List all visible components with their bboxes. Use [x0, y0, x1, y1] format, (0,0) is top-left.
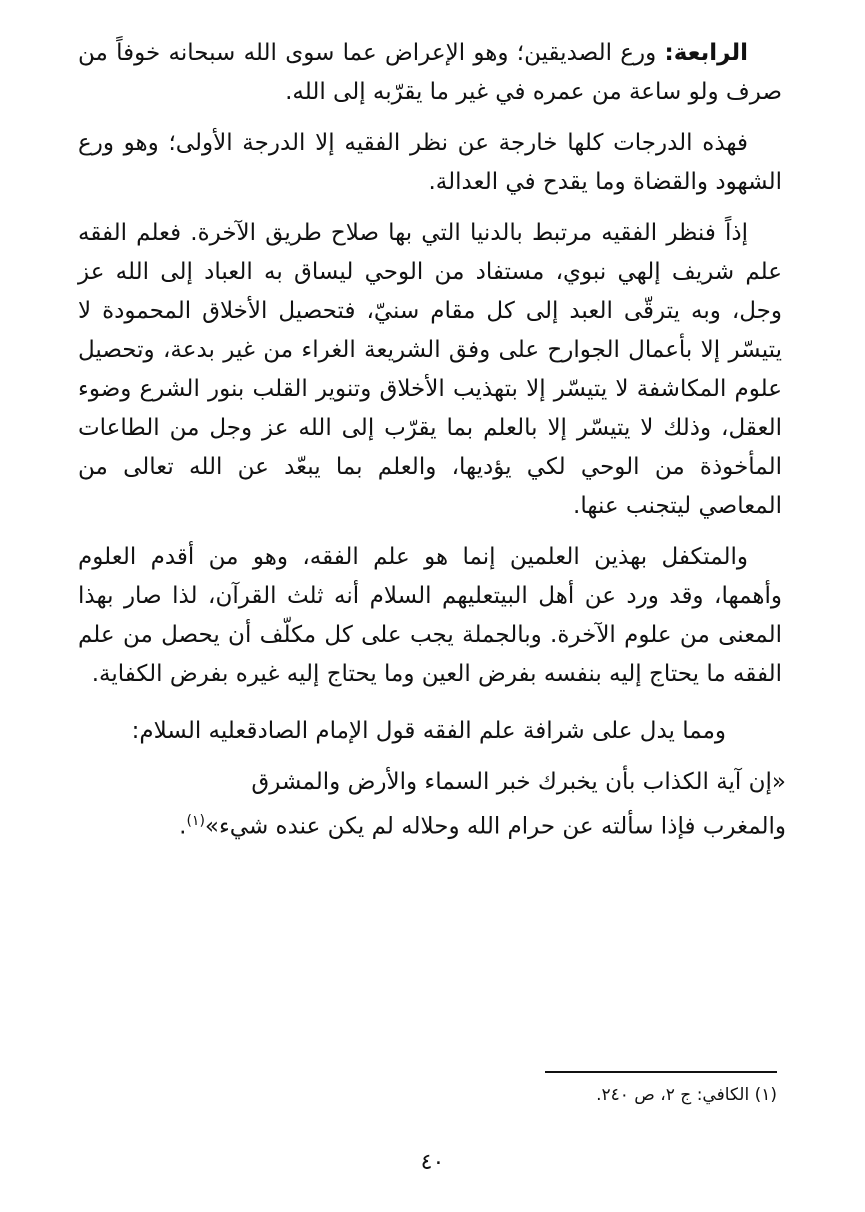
- quote-text: «إن آية الكذاب بأن يخبرك خبر السماء والأرض والمشرق والمغرب فإذا سألته عن حرام الله وحلاله لم يكن عنده شيء»: [204, 769, 786, 840]
- quote-end: .: [179, 813, 187, 840]
- paragraph-text: والمتكفل بهذين العلمين إنما هو علم الفقه، وهو من أقدم العلوم وأهمها، وقد ورد عن أهل البيتعليهم السلام أنه ثلث القرآن، لذا صار بهذا المعنى من علوم الآخرة. وبالجملة يجب على كل مكلّف أن يحصل من علم الفقه ما يحتاج إليه بنفسه بفرض العين وما يحتاج إليه غيره بفرض الكفاية.: [78, 544, 782, 687]
- quote-intro: ومما يدل على شرافة علم الفقه قول الإمام الصادقعليه السلام:: [131, 718, 726, 744]
- paragraph-lead: الرابعة:: [664, 40, 748, 66]
- paragraph-fourth-degree: [78, 34, 782, 112]
- footnote: (١) الكافي: ج ٢، ص ٢٤٠.: [596, 1085, 777, 1105]
- page-number: ٤٠: [420, 1150, 445, 1175]
- paragraph-fiqh-importance: [78, 538, 782, 694]
- paragraph-jurist-view: [78, 214, 782, 526]
- paragraph-degrees-summary: [78, 124, 782, 202]
- main-text: [78, 34, 786, 847]
- paragraph-text: إذاً فنظر الفقيه مرتبط بالدنيا التي بها صلاح طريق الآخرة. فعلم الفقه علم شريف إلهي نبوي، مستفاد من الوحي ليساق به العباد إلى الله عز وجل، وبه يترقّى العبد إلى كل مقام سنيّ، فتحصيل الأخلاق المحمودة لا يتيسّر إلا بأعمال الجوارح على وفق الشريعة الغراء من غير بدعة، وتحصيل علوم المكاشفة لا يتيسّر إلا بتهذيب الأخلاق وتنوير القلب بنور الشرع وضوء العقل، وذلك لا يتيسّر إلا بالعلم بما يقرّب إلى الله عز وجل من الطاعات المأخوذة من الوحي لكي يؤديها، والعلم بما يبعّد عن الله تعالى من المعاصي ليتجنب عنها.: [78, 220, 782, 519]
- footnote-marker: (١): [186, 813, 205, 829]
- footnote-divider: [545, 1071, 777, 1073]
- paragraph-text: فهذه الدرجات كلها خارجة عن نظر الفقيه إلا الدرجة الأولى؛ وهو ورع الشهود والقضاة وما يقدح في العدالة.: [78, 130, 782, 195]
- paragraph-text: ورع الصديقين؛ وهو الإعراض عما سوى الله سبحانه خوفاً من صرف ولو ساعة من عمره في غير ما يقرّبه إلى الله.: [78, 40, 782, 105]
- hadith-quote: [174, 763, 786, 847]
